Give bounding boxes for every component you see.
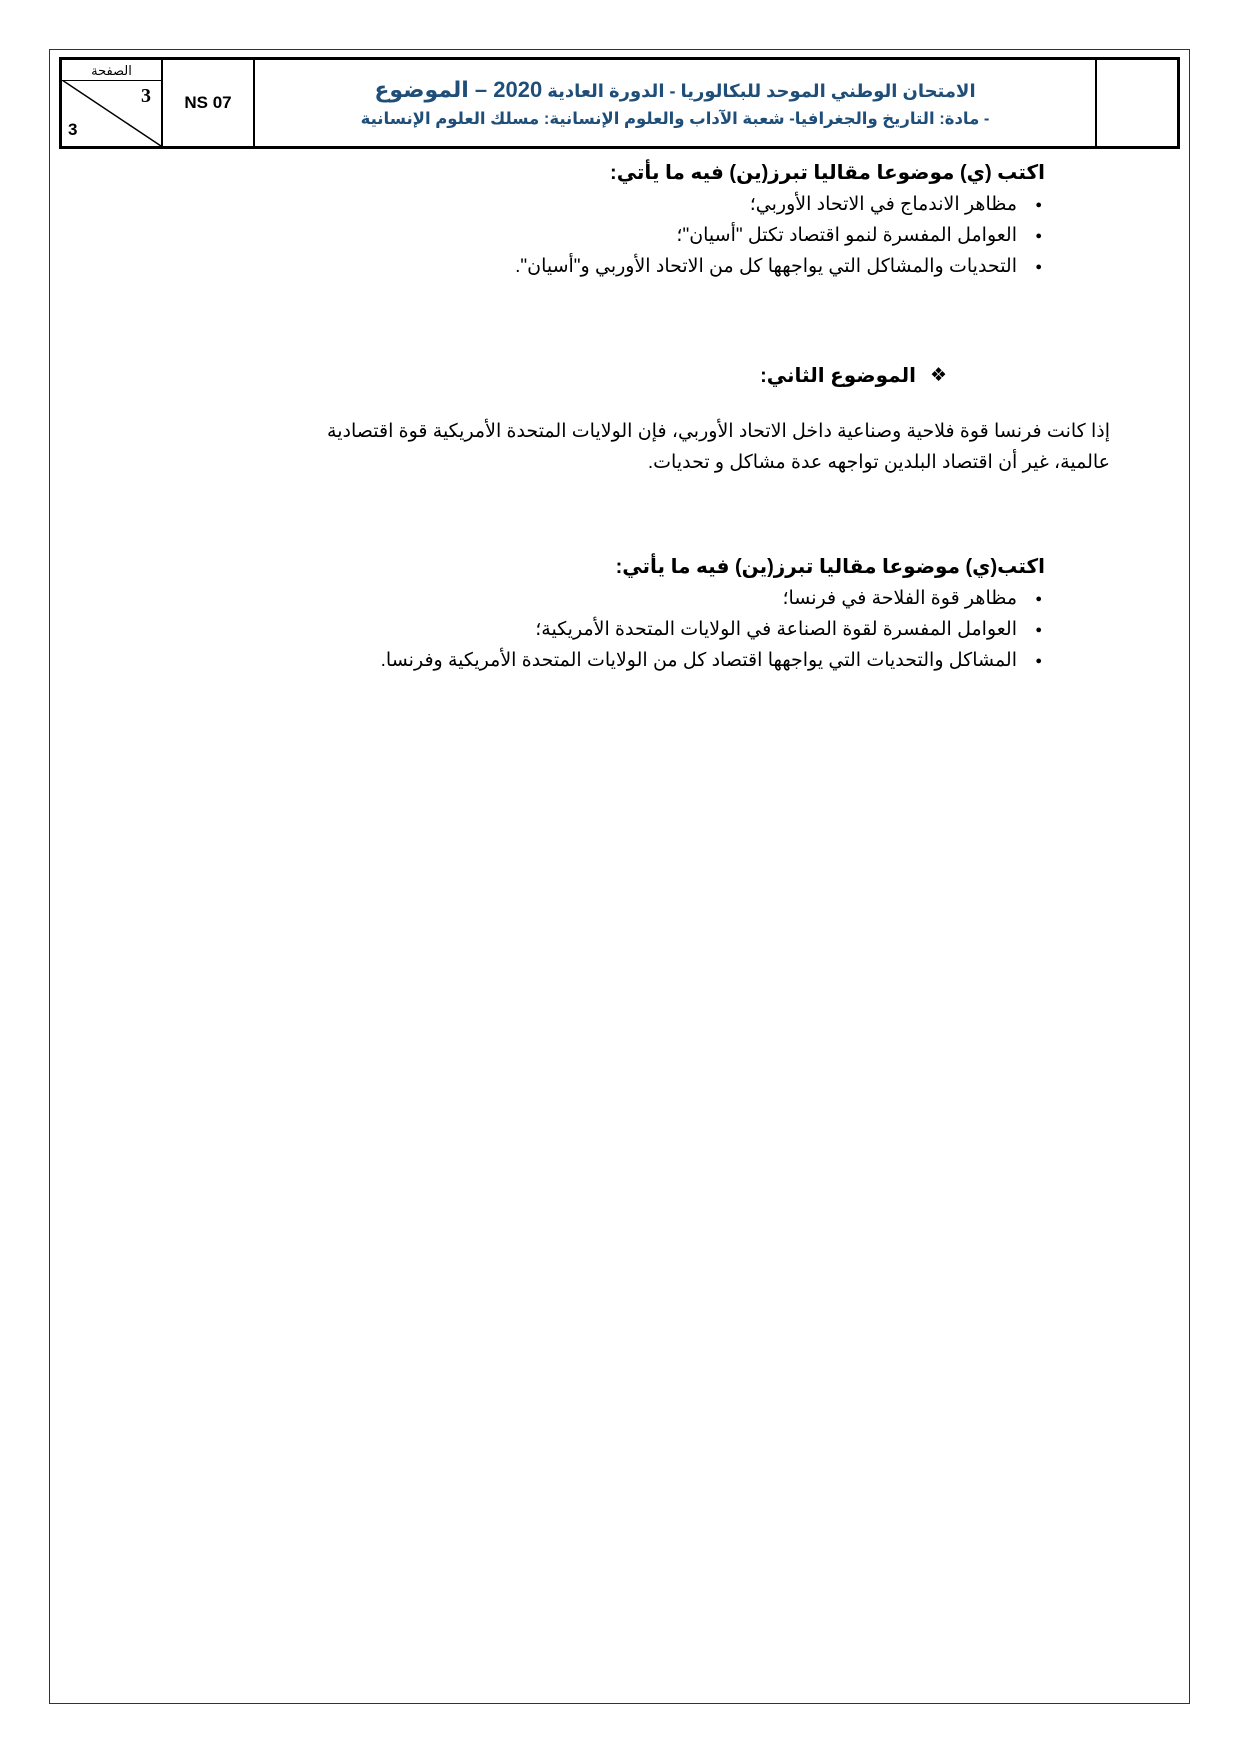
section1-heading: اكتب (ي) موضوعا مقاليا تبرز(ين) فيه ما يأتي:	[610, 162, 1045, 184]
list-item: ● مظاهر قوة الفلاحة في فرنسا؛	[100, 583, 1062, 614]
title-year: 2020	[493, 77, 543, 102]
blank-cell	[1097, 60, 1177, 146]
intro-line-2: عالمية، غير أن اقتصاد البلدين تواجهه عدة مشاكل و تحديات.	[647, 452, 1110, 473]
section2-intro	[100, 416, 1110, 478]
page-total: 3	[68, 120, 78, 139]
section1-list	[100, 189, 1110, 282]
exam-title-block	[255, 60, 1097, 146]
page-label: الصفحة	[91, 63, 132, 78]
title-part1: الامتحان الوطني الموحد للبكالوريا - الدورة العادية	[542, 81, 976, 101]
page-number-box	[62, 60, 163, 146]
section2-list	[100, 583, 1110, 676]
list-item: ● مظاهر الاندماج في الاتحاد الأوربي؛	[100, 189, 1062, 220]
section2	[100, 554, 1110, 676]
list-item: ● المشاكل والتحديات التي يواجهها اقتصاد كل من الولايات المتحدة الأمريكية وفرنسا.	[100, 645, 1062, 676]
exam-subtitle: - مادة: التاريخ والجغرافيا- شعبة الآداب والعلوم الإنسانية: مسلك العلوم الإنسانية	[360, 110, 990, 128]
exam-title	[374, 77, 975, 103]
intro-line-1: إذا كانت فرنسا قوة فلاحية وصناعية داخل الاتحاد الأوربي، فإن الولايات المتحدة الأمريكية قوة اقتصادية	[327, 421, 1110, 442]
list-item: ● العوامل المفسرة لنمو اقتصاد تكتل "أسيان"؛	[100, 220, 1062, 251]
section2-title-row	[100, 363, 1110, 388]
section2-title	[100, 363, 1110, 388]
page-number: 3	[141, 85, 151, 107]
list-item: ● العوامل المفسرة لقوة الصناعة في الولايات المتحدة الأمريكية؛	[100, 614, 1062, 645]
exam-code: NS 07	[163, 60, 255, 146]
exam-header	[59, 57, 1180, 149]
section2-title-text: الموضوع الثاني:	[760, 365, 916, 387]
page-border	[49, 49, 1190, 1704]
section1	[100, 160, 1110, 282]
diamond-bullet-icon: ❖	[929, 365, 947, 386]
title-part2: – الموضوع	[374, 77, 494, 102]
list-item: ● التحديات والمشاكل التي يواجهها كل من الاتحاد الأوربي و"أسيان".	[100, 251, 1062, 282]
section2-heading: اكتب(ي) موضوعا مقاليا تبرز(ين) فيه ما يأتي:	[615, 556, 1045, 578]
